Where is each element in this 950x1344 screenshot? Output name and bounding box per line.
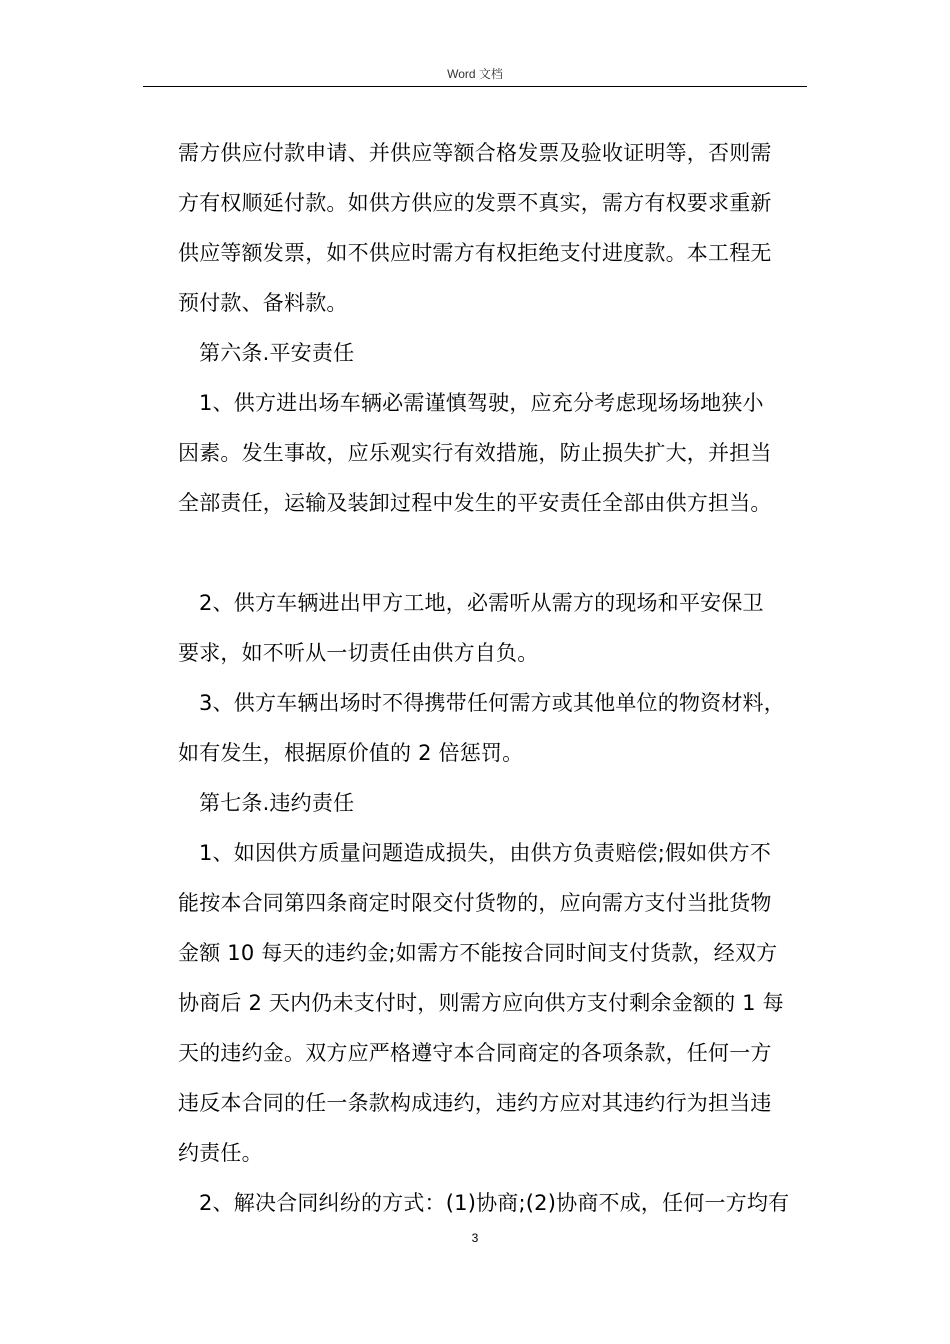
header-divider	[143, 86, 807, 87]
paragraph-line: 预付款、备料款。	[178, 291, 348, 315]
blank-line	[178, 528, 806, 578]
paragraph-line: 天的违约金。双方应严格遵守本合同商定的各项条款，任何一方	[178, 1041, 772, 1065]
paragraph-line: 如有发生，根据原价值的 2 倍惩罚。	[178, 741, 524, 765]
paragraph-line: 要求，如不听从一切责任由供方自负。	[178, 641, 539, 665]
paragraph-line: 供应等额发票，如不供应时需方有权拒绝支付进度款。本工程无	[178, 241, 772, 265]
paragraph-line: 金额 10 每天的违约金;如需方不能按合同时间支付货款，经双方	[178, 941, 778, 965]
paragraph-line: 1、如因供方质量问题造成损失，由供方负责赔偿;假如供方不	[199, 841, 772, 865]
page-number: 3	[471, 1231, 479, 1245]
paragraph-line: 能按本合同第四条商定时限交付货物的，应向需方支付当批货物	[178, 891, 772, 915]
paragraph-line: 因素。发生事故，应乐观实行有效措施，防止损失扩大，并担当	[178, 441, 772, 465]
paragraph-line: 全部责任，运输及装卸过程中发生的平安责任全部由供方担当。	[178, 491, 772, 515]
paragraph-line: 违反本合同的任一条款构成违约，违约方应对其违约行为担当违	[178, 1091, 772, 1115]
section-heading: 第七条.违约责任	[199, 791, 355, 815]
document-body	[178, 128, 806, 1228]
page-header: Word 文档	[447, 67, 503, 81]
paragraph-line: 2、供方车辆进出甲方工地，必需听从需方的现场和平安保卫	[199, 591, 764, 615]
paragraph-line: 1、供方进出场车辆必需谨慎驾驶，应充分考虑现场场地狭小	[199, 391, 764, 415]
section-heading: 第六条.平安责任	[199, 341, 355, 365]
paragraph-line: 需方供应付款申请、并供应等额合格发票及验收证明等，否则需	[178, 141, 772, 165]
paragraph-line: 3、供方车辆出场时不得携带任何需方或其他单位的物资材料，	[199, 691, 785, 715]
paragraph-line: 方有权顺延付款。如供方供应的发票不真实，需方有权要求重新	[178, 191, 772, 215]
paragraph-line: 2、解决合同纠纷的方式：(1)协商;(2)协商不成，任何一方均有	[199, 1191, 790, 1215]
paragraph-line: 协商后 2 天内仍未支付时，则需方应向供方支付剩余金额的 1 每	[178, 991, 784, 1015]
paragraph-line: 约责任。	[178, 1141, 263, 1165]
